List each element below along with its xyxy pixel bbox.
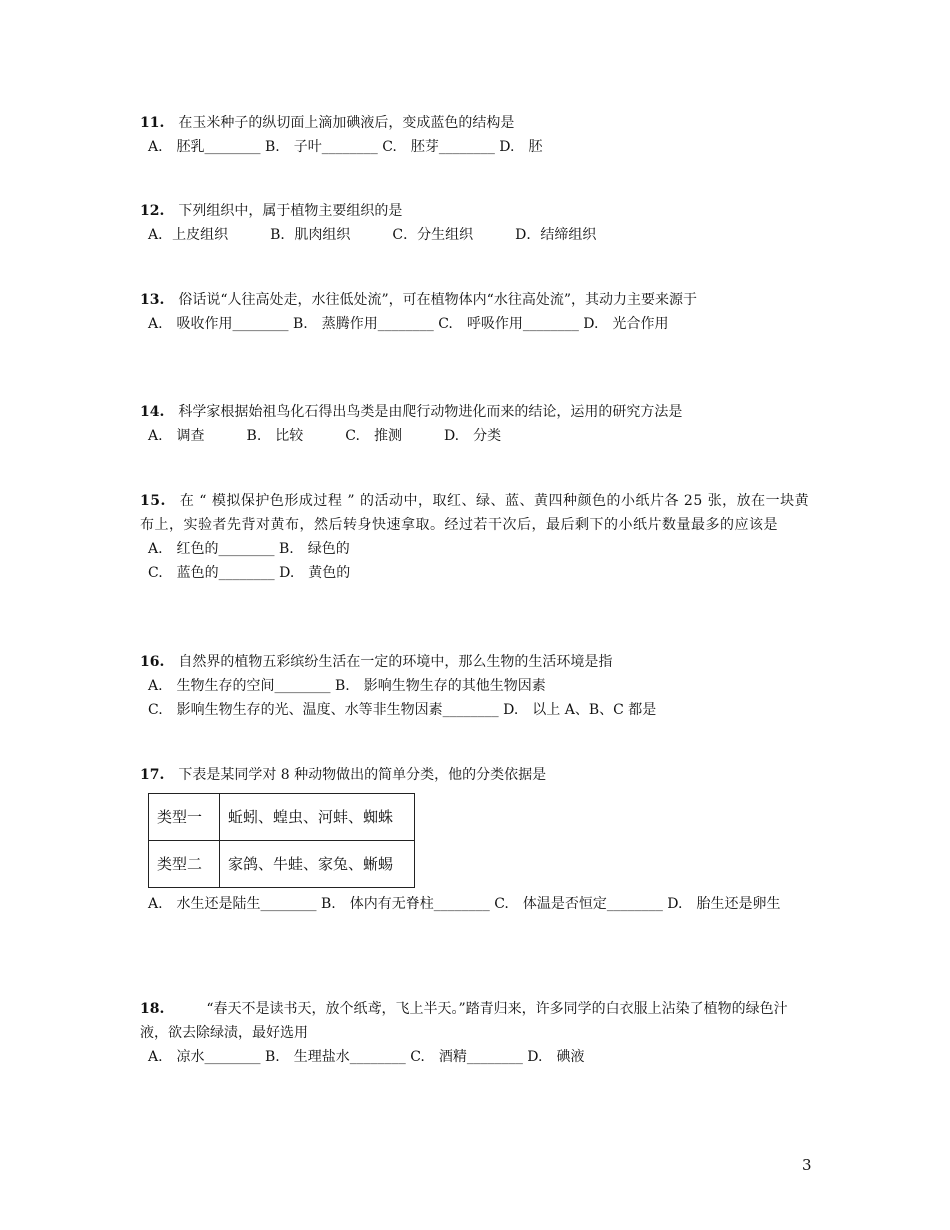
options-line: C. 蓝色的________ D. 黄色的 (148, 565, 351, 581)
question-options (140, 312, 810, 336)
options-line: A. 生物生存的空间________ B. 影响生物生存的其他生物因素 (148, 678, 546, 694)
question-stem: 下表是某同学对 8 种动物做出的简单分类，他的分类依据是 (178, 767, 547, 783)
options-line: C. 影响生物生存的光、温度、水等非生物因素________ D. 以上 A、B、C 都是 (148, 702, 657, 718)
options-line: A. 水生还是陆生________ B. 体内有无脊柱________ C. 体温是否恒定________ D. 胎生还是卵生 (148, 896, 781, 912)
page-number: 3 (802, 1156, 812, 1174)
question-number: 14. (140, 404, 165, 420)
question-options (140, 135, 810, 159)
table-row (149, 794, 415, 841)
options-line: A. 调查 B. 比较 C. 推测 D. 分类 (148, 428, 502, 444)
question-stem: 在玉米种子的纵切面上滴加碘液后，变成蓝色的结构是 (178, 115, 515, 131)
question-number: 11. (140, 115, 165, 131)
question-options (140, 223, 810, 247)
table-cell-animals: 蚯蚓、蝗虫、河蚌、蜘蛛 (220, 794, 415, 841)
question-options (140, 892, 810, 916)
options-line: A. 吸收作用________ B. 蒸腾作用________ C. 呼吸作用________ D. 光合作用 (148, 316, 669, 332)
question-12 (140, 199, 810, 247)
question-17 (140, 763, 810, 916)
question-number: 17. (140, 767, 165, 783)
question-options (140, 1045, 810, 1069)
question-13 (140, 288, 810, 336)
question-14 (140, 400, 810, 448)
options-line: A. 胚乳________ B. 子叶________ C. 胚芽________ D. 胚 (148, 139, 543, 155)
question-16 (140, 650, 810, 722)
question-18 (140, 997, 810, 1069)
question-11 (140, 111, 810, 159)
question-stem: 下列组织中，属于植物主要组织的是 (178, 203, 403, 219)
question-options (140, 537, 810, 585)
question-options (140, 424, 810, 448)
question-number: 15. (140, 493, 166, 509)
question-number: 18. (140, 1001, 165, 1017)
question-number: 12. (140, 203, 165, 219)
table-cell-type: 类型二 (149, 841, 220, 888)
table-row (149, 841, 415, 888)
question-stem: 俗话说“人往高处走，水往低处流”，可在植物体内“水往高处流”，其动力主要来源于 (178, 292, 697, 308)
options-line: A. 凉水________ B. 生理盐水________ C. 酒精________ D. 碘液 (148, 1049, 585, 1065)
question-number: 16. (140, 654, 165, 670)
question-stem: 科学家根据始祖鸟化石得出鸟类是由爬行动物进化而来的结论，运用的研究方法是 (178, 404, 683, 420)
table-cell-animals: 家鸽、牛蛙、家兔、蜥蜴 (220, 841, 415, 888)
question-number: 13. (140, 292, 165, 308)
question-stem: 在 “ 模拟保护色形成过程 ” 的活动中，取红、绿、蓝、黄四种颜色的小纸片各 25 张，放在一块黄布上，实验者先背对黄布，然后转身快速拿取。经过若干次后，最后剩下的小纸片数量最多的应该是 (140, 493, 810, 533)
question-stem: “春天不是读书天，放个纸鸢，飞上半天。”踏青归来，许多同学的白衣服上沾染了植物的绿色汁液，欲去除绿渍，最好选用 (140, 1001, 788, 1041)
table-cell-type: 类型一 (149, 794, 220, 841)
question-stem: 自然界的植物五彩缤纷生活在一定的环境中，那么生物的生活环境是指 (178, 654, 613, 670)
classification-table (148, 793, 415, 888)
question-15 (140, 489, 810, 585)
options-line: A. 红色的________ B. 绿色的 (148, 541, 350, 557)
options-line: A．上皮组织 B．肌肉组织 C．分生组织 D．结缔组织 (148, 227, 597, 243)
question-options (140, 674, 810, 722)
